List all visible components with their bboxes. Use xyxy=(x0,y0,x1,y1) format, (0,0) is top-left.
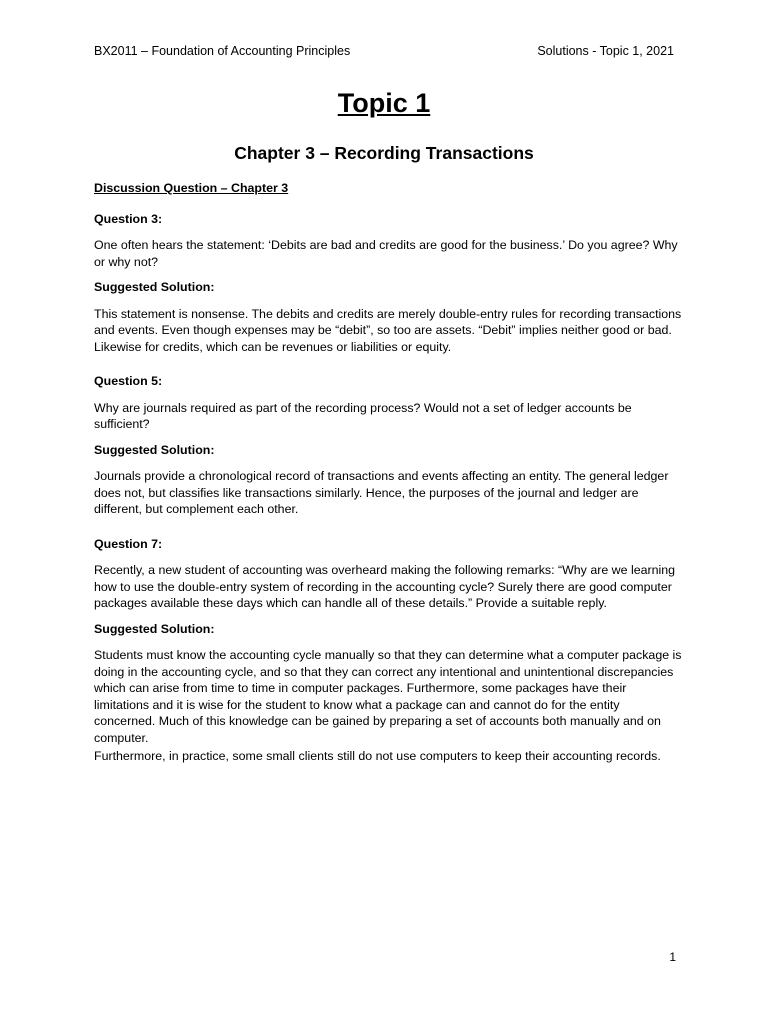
page-number: 1 xyxy=(669,950,676,964)
header-doc-info: Solutions - Topic 1, 2021 xyxy=(537,44,674,58)
question-label: Question 3: xyxy=(94,211,163,226)
question-text: One often hears the statement: ‘Debits are bad and credits are good for the business.’ Do you agree? Why or why not? xyxy=(94,238,678,269)
solution-text: Students must know the accounting cycle manually so that they can determine what a computer package is doing in the accounting cycle, and so that they can correct any intentional and unintentional discrepancies which can arise from time to time in computer packages. Furthermore, some packages have their limitations and it is wise for the student to know what a package can and cannot do for the entity concerned. Much of this knowledge can be gained by preparing a set of accounts both manually and on computer. xyxy=(94,648,682,745)
solution-text-extra: Furthermore, in practice, some small clients still do not use computers to keep their accounting records. xyxy=(94,749,661,763)
page-title: Topic 1 xyxy=(337,88,431,118)
solution-text: Journals provide a chronological record of transactions and events affecting an entity. The general ledger does not, but classifies like transactions similarly. Hence, the purposes of the journal and ledger are different, but complement each other. xyxy=(94,469,669,516)
page-header xyxy=(94,44,674,58)
header-course: BX2011 – Foundation of Accounting Principles xyxy=(94,44,351,58)
question-label: Question 5: xyxy=(94,374,163,388)
solution-label: Suggested Solution: xyxy=(94,442,215,457)
question-text: Recently, a new student of accounting was overheard making the following remarks: “Why are we learning how to use the double-entry system of recording in the accounting cycle? Surely there are good computer packages available these days which can handle all of these details.” Provide a suitable reply. xyxy=(94,563,676,610)
document-body xyxy=(94,180,684,774)
question-label: Question 7: xyxy=(94,536,163,551)
solution-label: Suggested Solution: xyxy=(94,621,215,636)
solution-text: This statement is nonsense. The debits and credits are merely double-entry rules for recording transactions and events. Even though expenses may be “debit”, so too are assets. “Debit” implies neither good or bad. Likewise for credits, which can be revenues or liabilities or equity. xyxy=(94,306,682,354)
solution-label: Suggested Solution: xyxy=(94,280,215,294)
chapter-title: Chapter 3 – Recording Transactions xyxy=(234,143,534,163)
discussion-heading: Discussion Question – Chapter 3 xyxy=(94,181,289,195)
question-text: Why are journals required as part of the recording process? Would not a set of ledger accounts be sufficient? xyxy=(94,400,632,431)
